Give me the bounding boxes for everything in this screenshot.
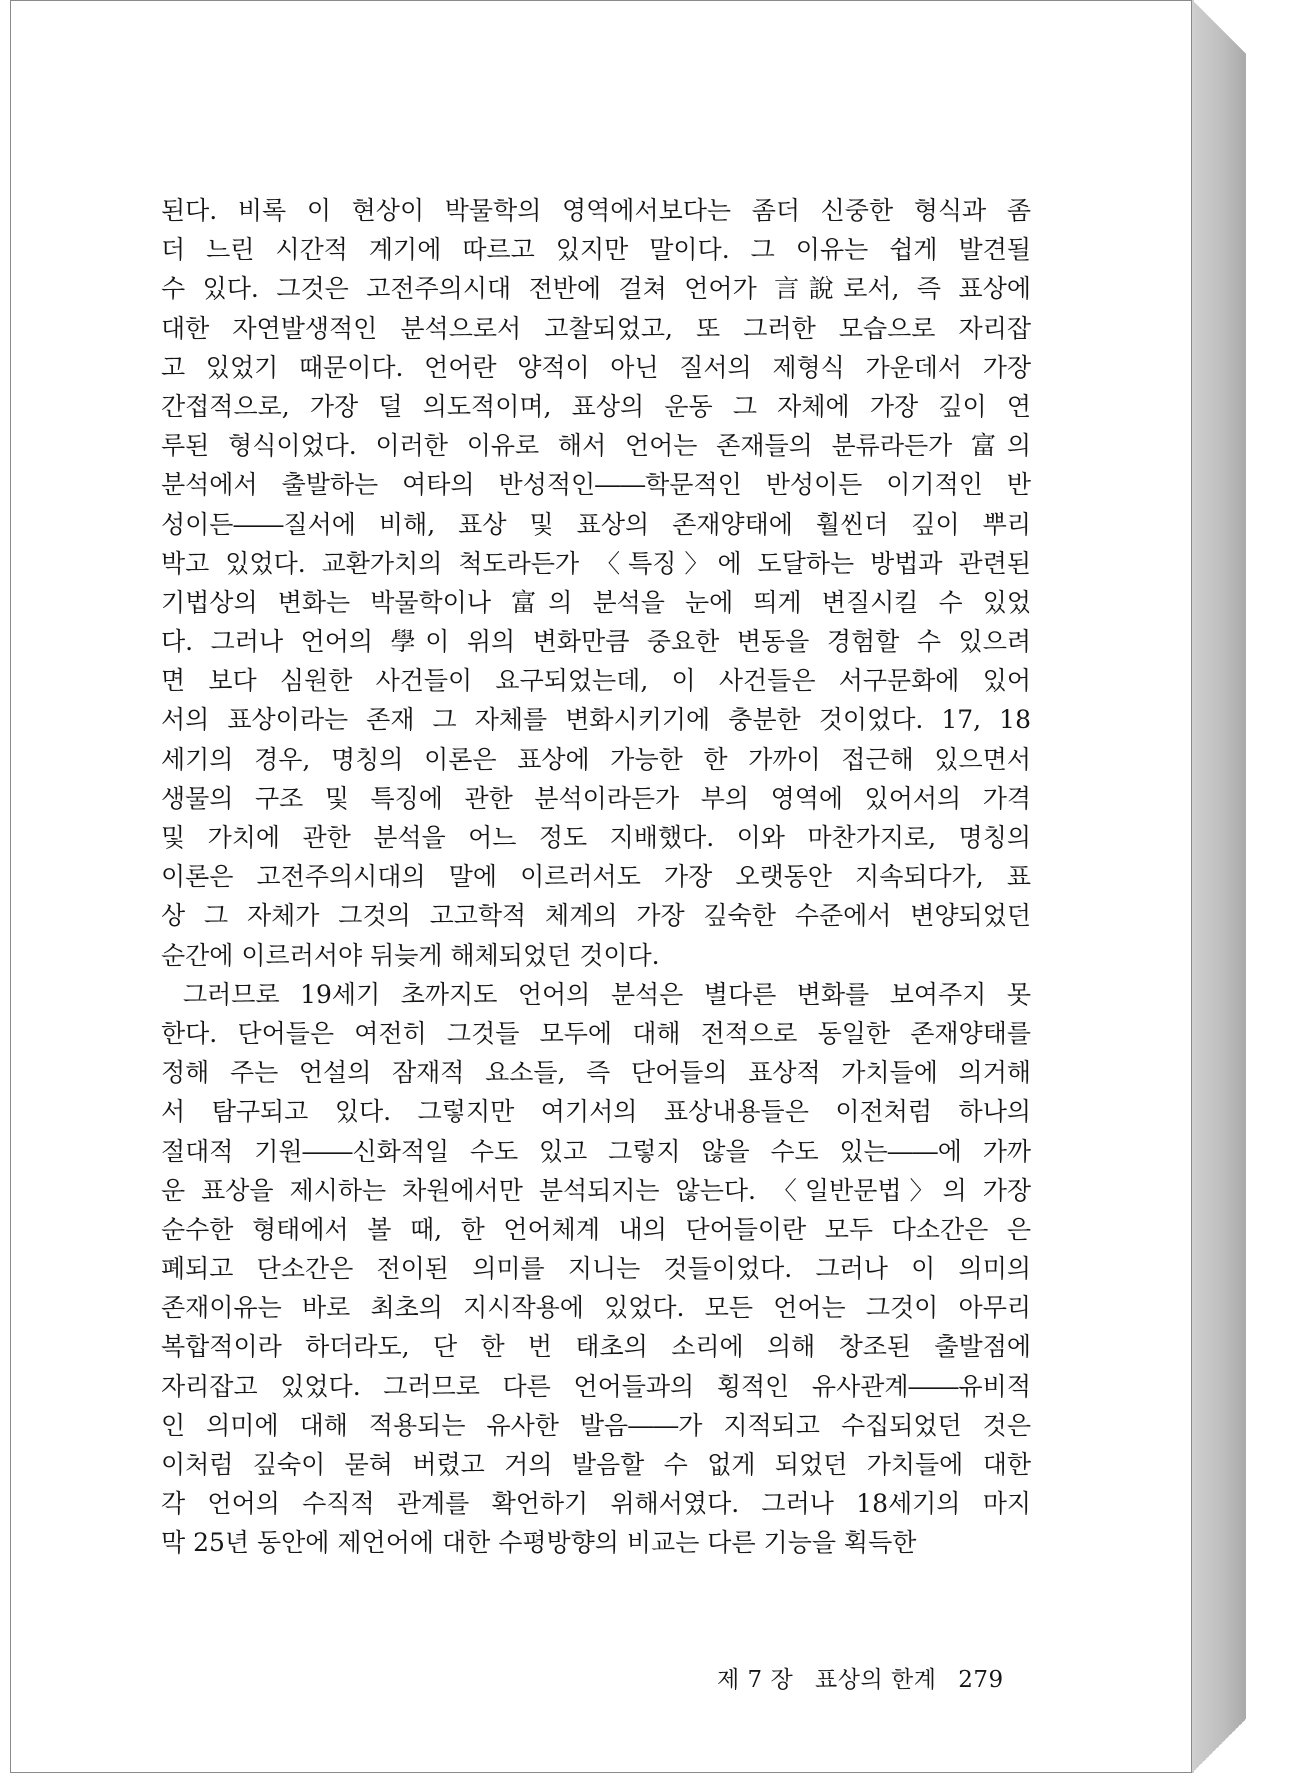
text-line: 인 의미에 대해 적용되는 유사한 발음――가 지적되고 수집되었던 것은 — [161, 1410, 1031, 1440]
text-line: 및 가치에 관한 분석을 어느 정도 지배했다. 이와 마찬가지로, 명칭의 — [161, 823, 1031, 852]
page-number: 279 — [958, 1667, 1004, 1693]
text-line: 서의 표상이라는 존재 그 자체를 변화시키기에 충분한 것이었다. 17, 18 — [161, 705, 1031, 735]
paragraph-2 — [161, 975, 1031, 1563]
text-line: 운 표상을 제시하는 차원에서만 분석되지는 않는다. 〈일반문법〉의 가장 — [161, 1175, 1031, 1205]
text-line: 루된 형식이었다. 이러한 이유로 해서 언어는 존재들의 분류라든가 富의 — [161, 431, 1031, 461]
text-line: 순수한 형태에서 볼 때, 한 언어체계 내의 단어들이란 모두 다소간은 은 — [161, 1214, 1031, 1244]
text-line: 순간에 이르러서야 뒤늦게 해체되었던 것이다. — [161, 940, 660, 970]
text-line: 다. 그러나 언어의 學이 위의 변화만큼 중요한 변동을 경험할 수 있으려 — [161, 627, 1031, 657]
text-line: 생물의 구조 및 특징에 관한 분석이라든가 부의 영역에 있어서의 가격 — [161, 783, 1031, 813]
chapter-title: 표상의 한계 — [815, 1667, 937, 1693]
text-line: 대한 자연발생적인 분석으로서 고찰되었고, 또 그러한 모습으로 자리잡 — [161, 313, 1031, 343]
text-line: 복합적이라 하더라도, 단 한 번 태초의 소리에 의해 창조된 출발점에 — [161, 1332, 1031, 1362]
book-spine — [1192, 0, 1246, 1773]
book-spine-top-edge — [1192, 0, 1246, 54]
text-line: 폐되고 단소간은 전이된 의미를 지니는 것들이었다. 그러나 이 의미의 — [161, 1254, 1031, 1284]
text-line: 서 탐구되고 있다. 그렇지만 여기서의 표상내용들은 이전처럼 하나의 — [161, 1097, 1031, 1127]
running-footer — [717, 1661, 1018, 1694]
text-line: 성이든――질서에 비해, 표상 및 표상의 존재양태에 훨씬더 깊이 뿌리 — [161, 509, 1031, 539]
text-line: 정해 주는 언설의 잠재적 요소들, 즉 단어들의 표상적 가치들에 의거해 — [161, 1058, 1031, 1088]
text-line: 된다. 비록 이 현상이 박물학의 영역에서보다는 좀더 신중한 형식과 좀 — [161, 196, 1031, 225]
text-line: 분석에서 출발하는 여타의 반성적인――학문적인 반성이든 이기적인 반 — [161, 470, 1031, 500]
text-line: 막 25년 동안에 제언어에 대한 수평방향의 비교는 다른 기능을 획득한 — [161, 1528, 917, 1558]
text-line: 더 느린 시간적 계기에 따르고 있지만 말이다. 그 이유는 쉽게 발견될 — [161, 235, 1031, 265]
text-line: 자리잡고 있었다. 그러므로 다른 언어들과의 횡적인 유사관계――유비적 — [161, 1371, 1031, 1401]
book-page — [10, 0, 1192, 1773]
text-line: 그러므로 19세기 초까지도 언어의 분석은 별다른 변화를 보여주지 못 — [183, 979, 1031, 1009]
text-line: 이처럼 깊숙이 묻혀 버렸고 거의 발음할 수 없게 되었던 가치들에 대한 — [161, 1450, 1031, 1479]
text-line: 각 언어의 수직적 관계를 확언하기 위해서였다. 그러나 18세기의 마지 — [161, 1489, 1031, 1519]
text-line: 고 있었기 때문이다. 언어란 양적이 아닌 질서의 제형식 가운데서 가장 — [161, 352, 1031, 382]
text-line: 존재이유는 바로 최초의 지시작용에 있었다. 모든 언어는 그것이 아무리 — [161, 1293, 1031, 1323]
text-line: 간접적으로, 가장 덜 의도적이며, 표상의 운동 그 자체에 가장 깊이 연 — [161, 391, 1031, 421]
text-line: 한다. 단어들은 여전히 그것들 모두에 대해 전적으로 동일한 존재양태를 — [161, 1018, 1031, 1048]
text-line: 수 있다. 그것은 고전주의시대 전반에 걸쳐 언어가 言說로서, 즉 표상에 — [161, 274, 1031, 304]
text-line: 면 보다 심원한 사건들이 요구되었는데, 이 사건들은 서구문화에 있어 — [161, 666, 1031, 696]
text-line: 박고 있었다. 교환가치의 척도라든가 〈특징〉에 도달하는 방법과 관련된 — [161, 548, 1031, 578]
text-line: 절대적 기원――신화적일 수도 있고 그렇지 않을 수도 있는――에 가까 — [161, 1136, 1031, 1166]
chapter-number: 제 7 장 — [717, 1667, 794, 1693]
text-line: 기법상의 변화는 박물학이나 富의 분석을 눈에 띄게 변질시킬 수 있었 — [161, 587, 1031, 617]
paragraph-1 — [161, 191, 1031, 975]
body-text — [161, 191, 1031, 1563]
text-line: 상 그 자체가 그것의 고고학적 체계의 가장 깊숙한 수준에서 변양되었던 — [161, 901, 1031, 931]
book-spine-bottom-edge — [1192, 1719, 1246, 1773]
text-line: 이론은 고전주의시대의 말에 이르러서도 가장 오랫동안 지속되다가, 표 — [161, 862, 1031, 892]
text-line: 세기의 경우, 명칭의 이론은 표상에 가능한 한 가까이 접근해 있으면서 — [161, 744, 1031, 774]
